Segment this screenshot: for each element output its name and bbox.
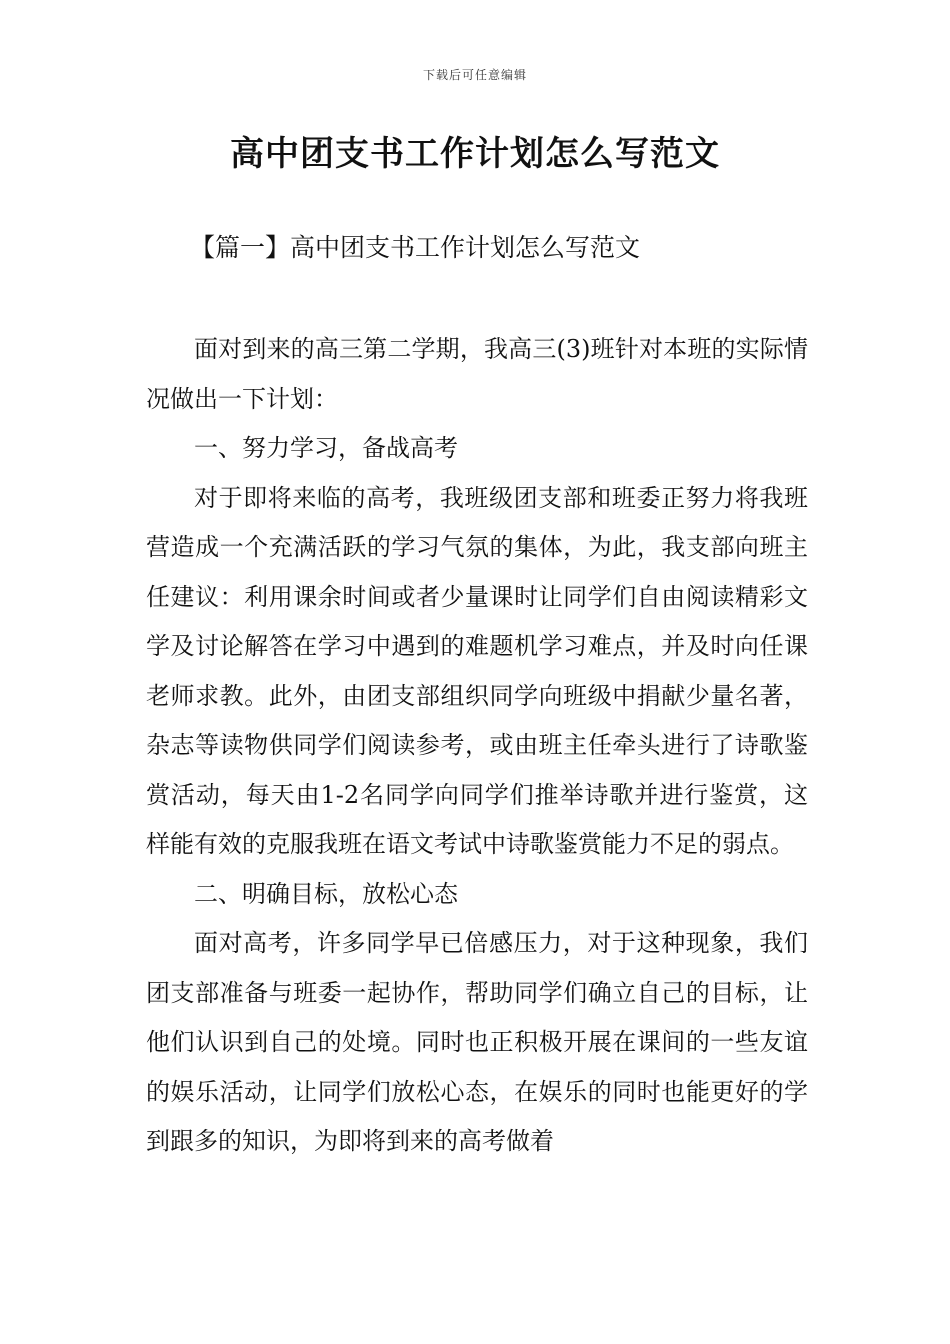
paragraph: 面对到来的高三第二学期，我高三(3)班针对本班的实际情况做出一下计划： xyxy=(146,335,808,413)
header-note: 下载后可任意编辑 xyxy=(422,68,527,82)
paragraph: 对于即将来临的高考，我班级团支部和班委正努力将我班营造成一个充满活跃的学习气氛的集体，为此，我支部向班主任建议：利用课余时间或者少量课时让同学们自由阅读精彩文学及讨论解答在学习中遇到的难题机学习难点，并及时向任课老师求教。此外，由团支部组织同学向班级中捐献少量名著，杂志等读物供同学们阅读参考，或由班主任牵头进行了诗歌鉴赏活动，每天由1-2名同学向同学们推举诗歌并进行鉴赏，这样能有效的克服我班在语文考试中诗歌鉴赏能力不足的弱点。 xyxy=(146,483,808,858)
section-heading: 【篇一】高中团支书工作计划怎么写范文 xyxy=(190,233,641,262)
document-title: 高中团支书工作计划怎么写范文 xyxy=(230,134,720,174)
subheading: 二、明确目标，放松心态 xyxy=(194,879,458,908)
document-body xyxy=(146,325,808,1167)
paragraph: 面对高考，许多同学早已倍感压力，对于这种现象，我们团支部准备与班委一起协作，帮助同学们确立自己的目标，让他们认识到自己的处境。同时也正积极开展在课间的一些友谊的娱乐活动，让同学们放松心态，在娱乐的同时也能更好的学到跟多的知识，为即将到来的高考做着 xyxy=(146,929,808,1155)
subheading: 一、努力学习，备战高考 xyxy=(194,434,458,462)
